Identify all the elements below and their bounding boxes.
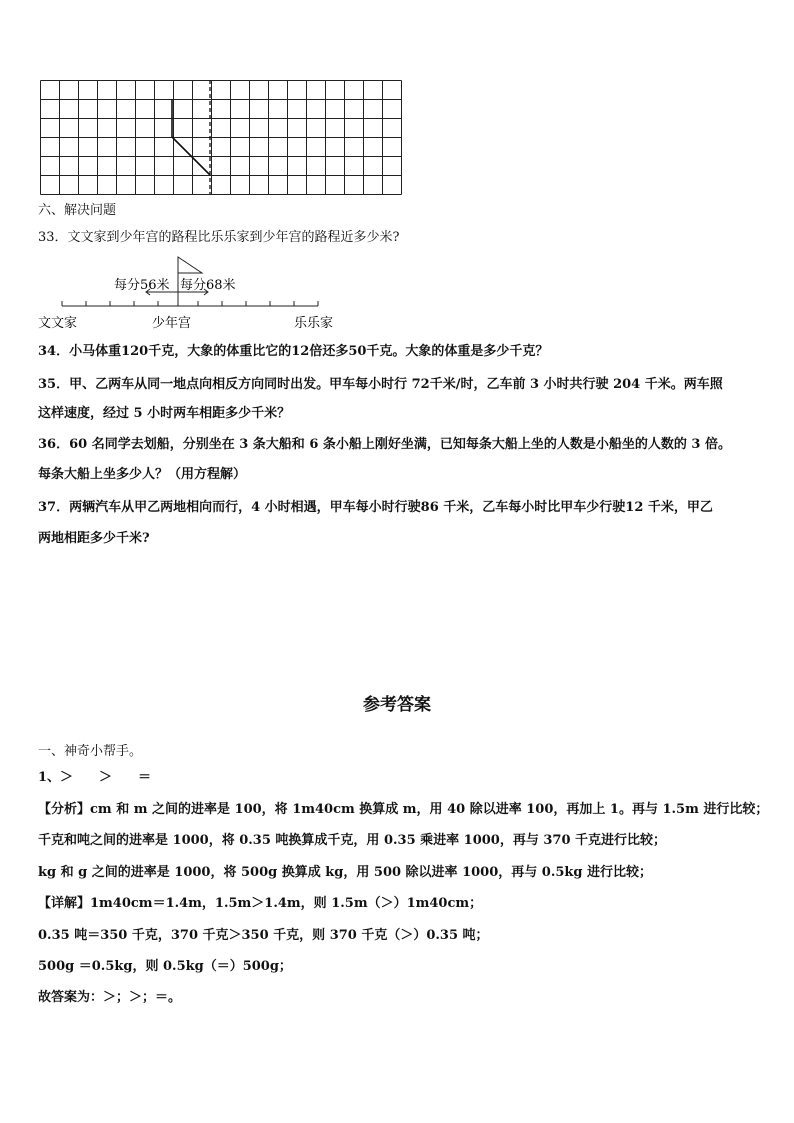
analysis-line-1: 【分析】cm 和 m 之间的进率是 100，将 1m40cm 换算成 m，用 40 除以进率 100，再加上 1。再与 1.5m 进行比较；: [38, 802, 769, 817]
q37-line1: 37．两辆汽车从甲乙两地相向而行，4 小时相遇，甲车每小时行驶86 千米，乙车每小时比甲车少行驶12 千米，甲乙: [38, 500, 713, 515]
detail-line-3: 500g ＝0.5kg，则 0.5kg（＝）500g；: [38, 959, 292, 974]
youth-palace-label: 少年宫: [152, 316, 192, 331]
q34-text: 34．小马体重120千克，大象的体重比它的12倍还多50千克。大象的体重是多少千克？: [38, 344, 549, 359]
answer-1: 1、＞ ＞ ＝: [38, 770, 152, 785]
section6-heading: 六、解决问题: [38, 203, 117, 218]
q33-diagram: [38, 255, 358, 335]
answers-section1: 一、神奇小帮手。: [38, 744, 143, 759]
q37-line2: 两地相距多少千米?: [38, 531, 150, 546]
answers-title: 参考答案: [363, 695, 431, 715]
wenwen-home-label: 文文家: [38, 316, 78, 331]
analysis-line-3: kg 和 g 之间的进率是 1000，将 500g 换算成 kg，用 500 除以进率 1000，再与 0.5kg 进行比较；: [38, 865, 653, 880]
q33-text: 33．文文家到少年宫的路程比乐乐家到少年宫的路程近多少米?: [38, 230, 400, 245]
speed-right-label: 每分68米: [180, 278, 236, 293]
q35-line2: 这样速度，经过 5 小时两车相距多少千米？: [38, 406, 291, 421]
grid-lines: [41, 81, 402, 195]
speed-left-label: 每分56米: [114, 278, 170, 293]
lele-home-label: 乐乐家: [294, 316, 334, 331]
number-line-ticks: [62, 299, 318, 306]
conclusion-line: 故答案为：＞；＞；＝。: [38, 990, 182, 1005]
grid-figure: [40, 80, 402, 196]
q36-line2: 每条大船上坐多少人？（用方程解）: [38, 467, 247, 482]
q35-line1: 35．甲、乙两车从同一地点向相反方向同时出发。甲车每小时行 72千米/时，乙车前 3 小时共行驶 204 千米。两车照: [38, 377, 723, 392]
detail-line-1: 【详解】1m40cm＝1.4m，1.5m＞1.4m，则 1.5m（＞）1m40cm；: [38, 896, 483, 911]
q36-line1: 36．60 名同学去划船，分别坐在 3 条大船和 6 条小船上刚好坐满，已知每条大船上坐的人数是小船坐的人数的 3 倍。: [38, 437, 731, 452]
analysis-line-2: 千克和吨之间的进率是 1000，将 0.35 吨换算成千克，用 0.35 乘进率 1000，再与 370 千克进行比较；: [38, 833, 667, 848]
detail-line-2: 0.35 吨＝350 千克，370 千克＞350 千克，则 370 千克（＞）0.35 吨；: [38, 928, 489, 943]
